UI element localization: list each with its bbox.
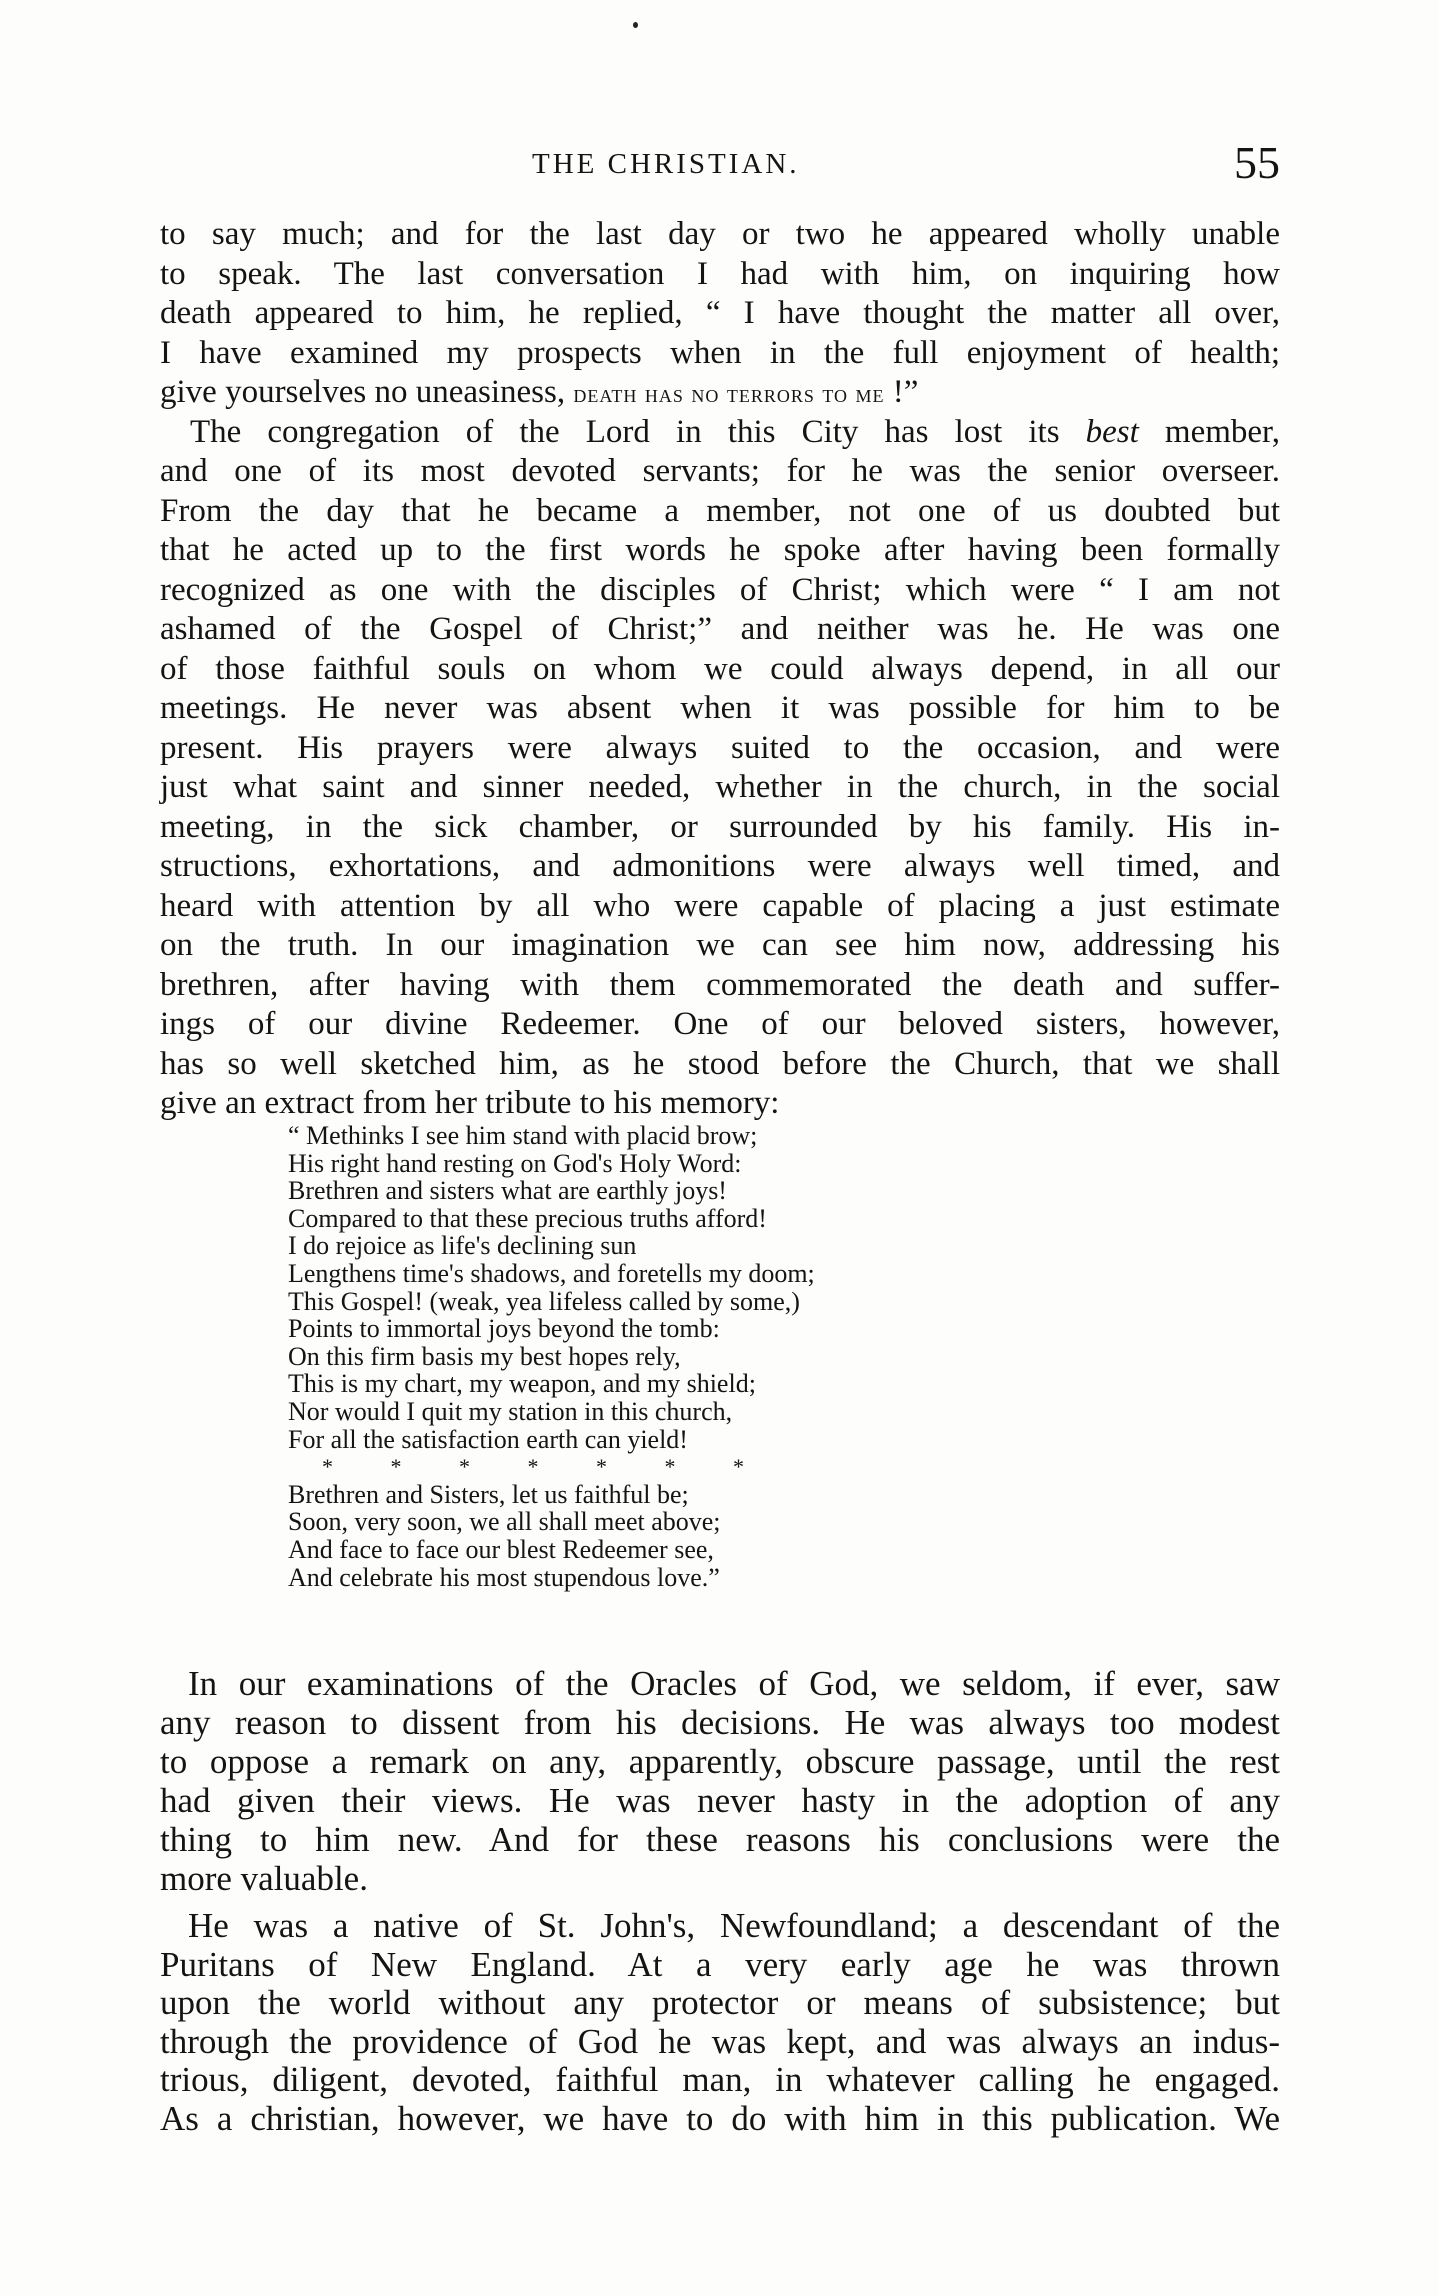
poem-line: And face to face our blest Redeemer see, xyxy=(288,1534,714,1564)
text-fragment: The congregation of the Lord in this City has lost its xyxy=(190,413,1086,450)
text-line: ashamed of the Gospel of Christ;” and neither was he. He was one xyxy=(160,611,1280,647)
text-line: From the day that he became a member, not one of us doubted but xyxy=(160,492,1280,529)
page-number: 55 xyxy=(1234,137,1280,188)
text-line: structions, exhortations, and admonitions were always well timed, and xyxy=(160,848,1280,884)
text-line: brethren, after having with them commemorated the death and suffer- xyxy=(160,966,1280,1003)
text-line: give an extract from her tribute to his memory: xyxy=(160,1085,780,1121)
text-line: Puritans of New England. At a very early age he was thrown xyxy=(160,1944,1280,1984)
body-text-top xyxy=(160,215,1280,1124)
text-line: recognized as one with the disciples of Christ; which were “ I am not xyxy=(160,571,1280,608)
ink-speck xyxy=(633,22,638,28)
text-line: In our examinations of the Oracles of God, we seldom, if ever, saw xyxy=(188,1664,1280,1703)
text-fragment: give yourselves no uneasiness, xyxy=(160,374,574,410)
poem-line: Brethren and sisters what are earthly joys! xyxy=(288,1176,727,1206)
text-line xyxy=(160,373,1280,413)
text-line: ings of our divine Redeemer. One of our beloved sisters, however, xyxy=(160,1006,1280,1042)
poem-line: Points to immortal joys beyond the tomb: xyxy=(288,1314,720,1344)
text-fragment: member, xyxy=(1138,413,1280,450)
text-line: any reason to dissent from his decisions. He was always too modest xyxy=(160,1703,1280,1742)
text-line: He was a native of St. John's, Newfoundland; a descendant of the xyxy=(188,1906,1280,1945)
poem-line: Compared to that these precious truths afford! xyxy=(288,1203,767,1233)
emphasis-best: best xyxy=(1085,413,1139,450)
text-line: had given their views. He was never hasty in the adoption of any xyxy=(160,1781,1280,1820)
poem-line: “ Methinks I see him stand with placid brow; xyxy=(288,1121,758,1150)
poem-line: This Gospel! (weak, yea lifeless called by some,) xyxy=(288,1286,800,1316)
text-line: has so well sketched him, as he stood before the Church, that we shall xyxy=(160,1045,1280,1082)
text-fragment: !” xyxy=(884,374,919,410)
text-line: through the providence of God he was kept, and was always an indus- xyxy=(160,2021,1280,2061)
text-line: and one of its most devoted servants; for he was the senior overseer. xyxy=(160,453,1280,489)
text-line: I have examined my prospects when in the full enjoyment of health; xyxy=(160,334,1280,371)
poem-line: Lengthens time's shadows, and foretells my doom; xyxy=(288,1258,815,1288)
text-line: present. His prayers were always suited to the occasion, and were xyxy=(160,729,1280,766)
text-line: to say much; and for the last day or two he appeared wholly unable xyxy=(160,216,1280,252)
text-line: As a christian, however, we have to do with him in this publication. We xyxy=(160,2098,1280,2138)
poem-line: For all the satisfaction earth can yield! xyxy=(288,1424,688,1454)
poem-line: This is my chart, my weapon, and my shield; xyxy=(288,1369,756,1399)
poem-line: On this firm basis my best hopes rely, xyxy=(288,1341,681,1371)
text-line: death appeared to him, he replied, “ I have thought the matter all over, xyxy=(160,295,1280,331)
text-line: trious, diligent, devoted, faithful man, in whatever calling he engaged. xyxy=(160,2060,1280,2099)
text-line: of those faithful souls on whom we could always depend, in all our xyxy=(160,650,1280,687)
running-title: THE CHRISTIAN. xyxy=(532,148,800,180)
poem-block xyxy=(288,1122,1048,1591)
text-line: on the truth. In our imagination we can see him now, addressing his xyxy=(160,927,1280,963)
poem-line: I do rejoice as life's declining sun xyxy=(288,1231,637,1261)
text-line: meetings. He never was absent when it was possible for him to be xyxy=(160,690,1280,726)
poem-line: Soon, very soon, we all shall meet above; xyxy=(288,1507,721,1537)
poem-asterisk-break: * * * * * * * xyxy=(322,1454,770,1480)
text-line: to speak. The last conversation I had with him, on inquiring how xyxy=(160,255,1280,292)
text-line: heard with attention by all who were capable of placing a just estimate xyxy=(160,887,1280,924)
text-line: just what saint and sinner needed, whether in the church, in the social xyxy=(160,769,1280,805)
poem-line: And celebrate his most stupendous love.” xyxy=(288,1562,720,1592)
poem-line: Nor would I quit my station in this church, xyxy=(288,1396,733,1426)
small-caps-quote: death has no terrors to me xyxy=(573,379,885,408)
text-line: meeting, in the sick chamber, or surrounded by his family. His in- xyxy=(160,808,1280,845)
text-line: that he acted up to the first words he spoke after having been formally xyxy=(160,532,1280,568)
page-header xyxy=(160,137,1280,198)
text-line: upon the world without any protector or means of subsistence; but xyxy=(160,1983,1280,2022)
text-line: to oppose a remark on any, apparently, obscure passage, until the rest xyxy=(160,1742,1280,1781)
body-text-biography xyxy=(160,1907,1280,2138)
text-line xyxy=(160,413,1280,453)
text-line: thing to him new. And for these reasons his conclusions were the xyxy=(160,1820,1280,1859)
body-text-examinations xyxy=(160,1664,1280,1898)
text-line: more valuable. xyxy=(160,1859,368,1898)
poem-line: Brethren and Sisters, let us faithful be; xyxy=(288,1479,689,1509)
poem-line: His right hand resting on God's Holy Word: xyxy=(288,1148,742,1178)
